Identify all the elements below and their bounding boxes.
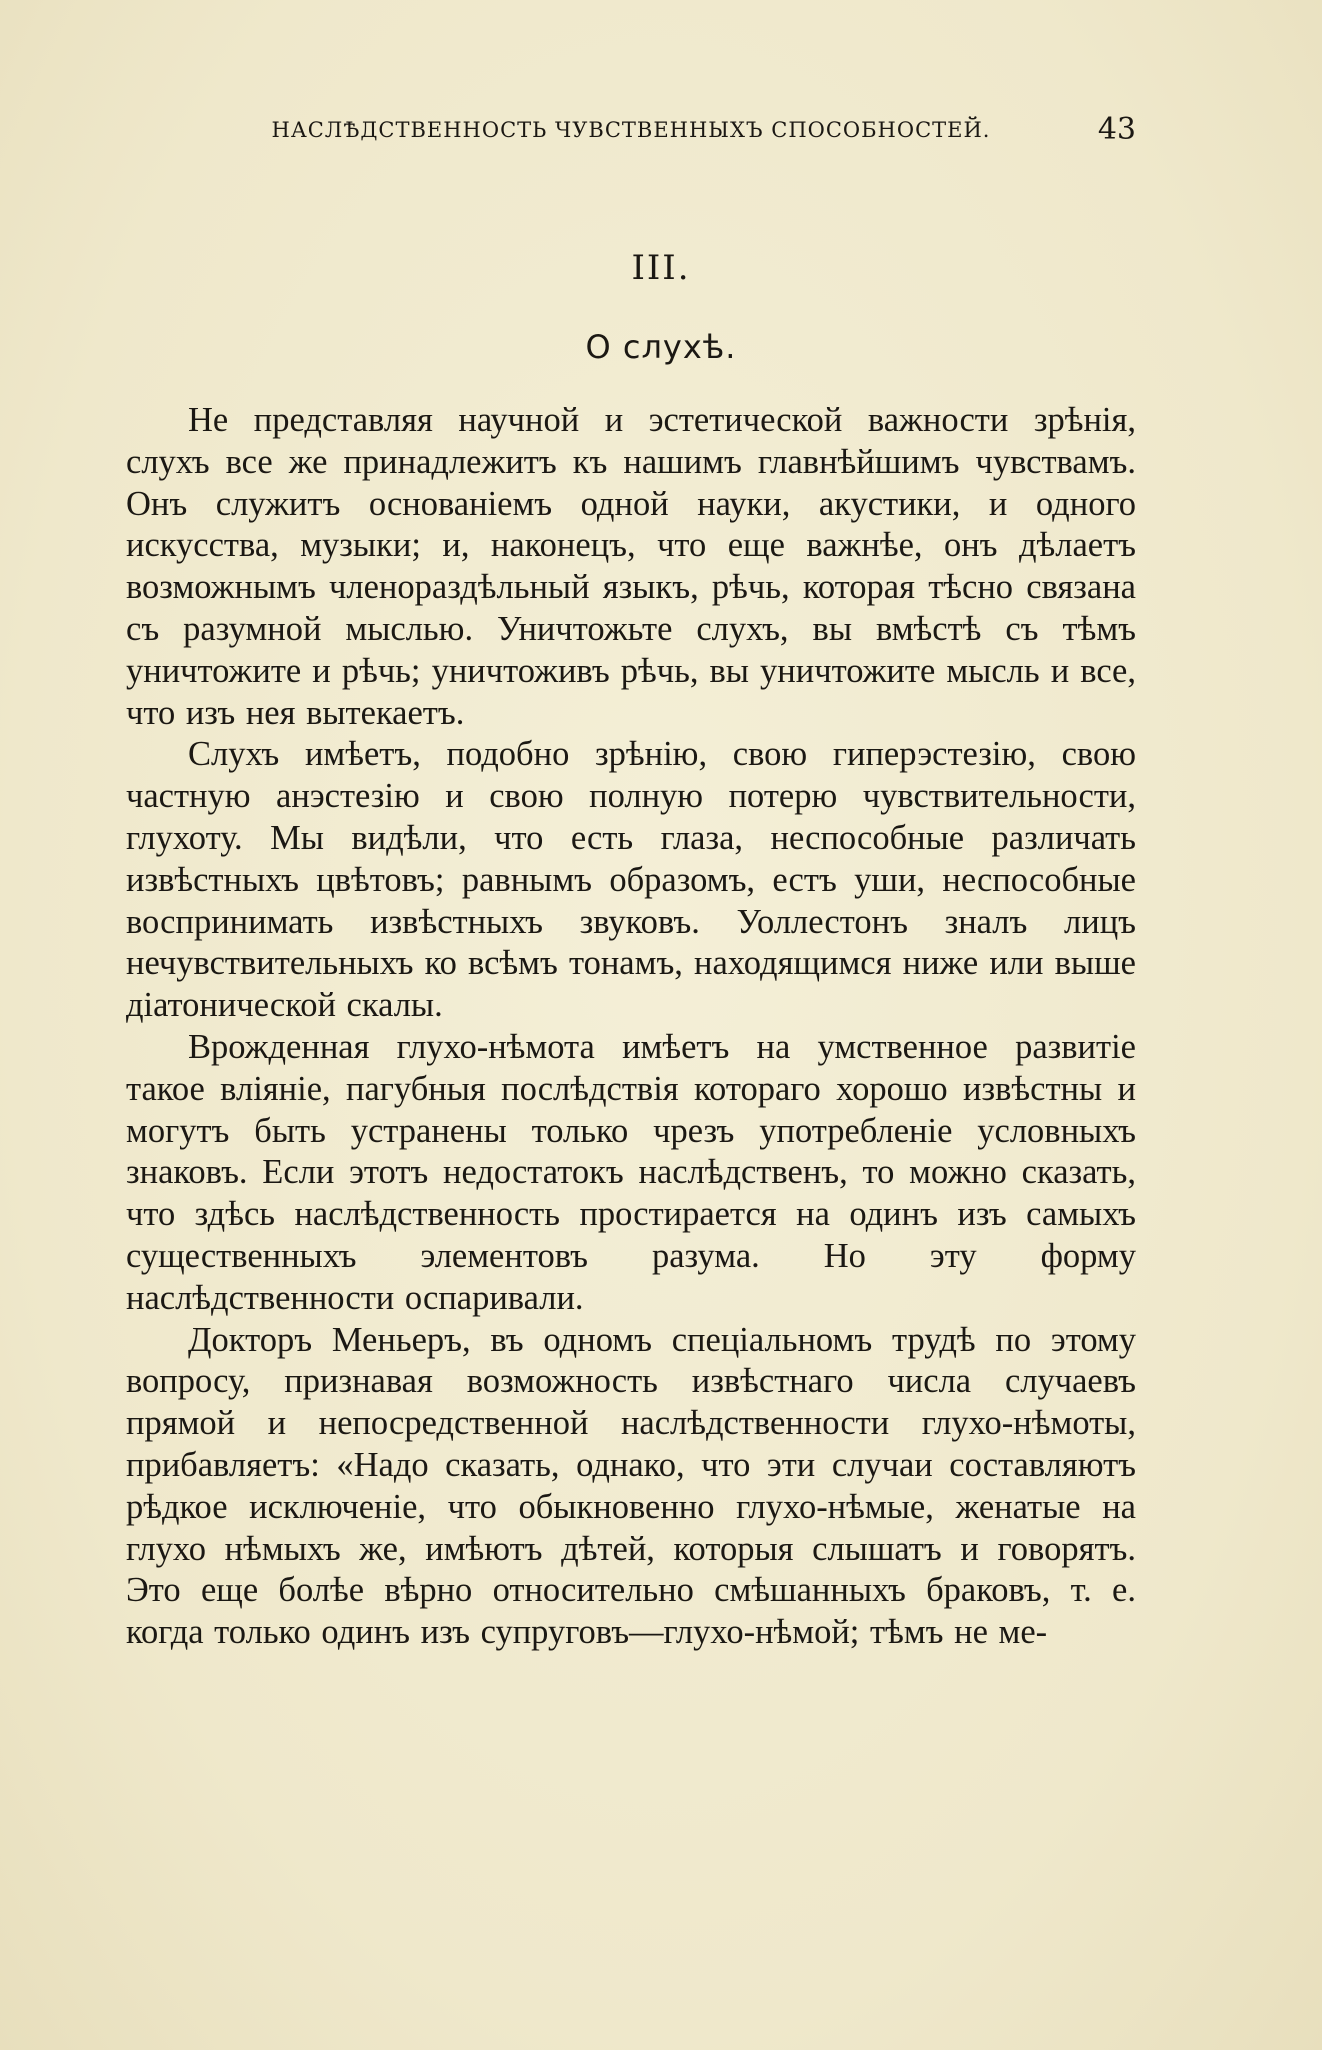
chapter-title: О слухѣ. xyxy=(585,328,737,366)
running-head xyxy=(126,112,1136,148)
paragraph: Докторъ Меньеръ, въ одномъ спеціальномъ трудѣ по этому вопросу, признавая возможность извѣстнаго числа случаевъ прямой и непосредственной наслѣдственности глухо-нѣмоты, прибавляетъ: «Надо сказать, однако, что эти случаи составляютъ рѣдкое исключеніе, что обыкновенно глухо-нѣмые, женатые на глухо нѣмыхъ же, имѣютъ дѣтей, которыя слышатъ и говорятъ. Это еще болѣе вѣрно относительно смѣшанныхъ браковъ, т. е. когда только одинъ изъ супруговъ—глухо-нѣмой; тѣмъ не ме- xyxy=(126,1320,1136,1652)
running-title: НАСЛѢДСТВЕННОСТЬ ЧУВСТВЕННЫХЪ СПОСОБНОСТЕЙ. xyxy=(271,118,991,142)
chapter-number: III. xyxy=(631,248,691,288)
page-number: 43 xyxy=(1097,112,1136,147)
paragraph: Не представляя научной и эстетической важности зрѣнія, слухъ все же принадлежитъ къ нашимъ главнѣйшимъ чувствамъ. Онъ служитъ основаніемъ одной науки, акустики, и одного искусства, музыки; и, наконецъ, что еще важнѣе, онъ дѣлаетъ возможнымъ членораздѣльный языкъ, рѣчь, которая тѣсно связана съ разумной мыслью. Уничтожьте слухъ, вы вмѣстѣ съ тѣмъ уничтожите и рѣчь; уничтоживъ рѣчь, вы уничтожите мысль и все, что изъ нея вытекаетъ. xyxy=(126,401,1136,732)
body-text xyxy=(126,400,1136,1654)
paragraph: Врожденная глухо-нѣмота имѣетъ на умственное развитіе такое вліяніе, пагубныя послѣдствія котораго хорошо извѣстны и могутъ быть устранены только чрезъ употребленіе условныхъ знаковъ. Если этотъ недостатокъ наслѣдственъ, то можно сказать, что здѣсь наслѣдственность простирается на одинъ изъ самыхъ существенныхъ элементовъ разума. Но эту форму наслѣдственности оспаривали. xyxy=(126,1027,1136,1317)
paragraph: Слухъ имѣетъ, подобно зрѣнію, свою гиперэстезію, свою частную анэстезію и свою полную потерю чувствительности, глухоту. Мы видѣли, что есть глаза, неспособные различать извѣстныхъ цвѣтовъ; равнымъ образомъ, естъ уши, неспособные воспринимать извѣстныхъ звуковъ. Уоллестонъ зналъ лицъ нечувствительныхъ ко всѣмъ тонамъ, находящимся ниже или выше діатонической скалы. xyxy=(126,735,1136,1025)
